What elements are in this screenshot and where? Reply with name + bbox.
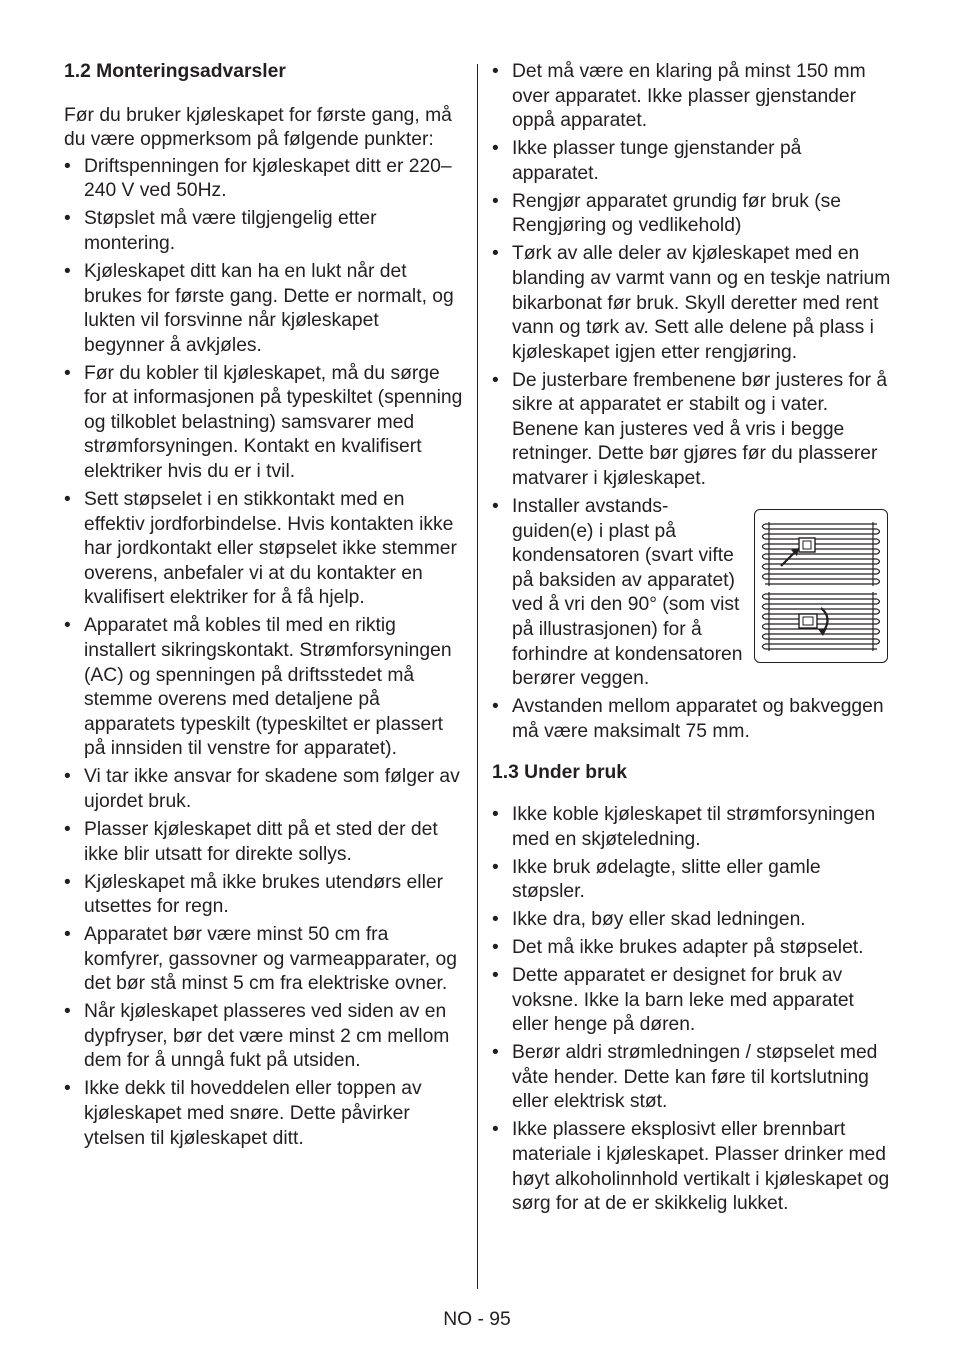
intro-paragraph: Før du bruker kjøleskapet for første gang, må du være oppmerksom på følgende punkter:	[64, 104, 452, 151]
list-item: • Driftspenningen for kjøleskapet ditt er 220–240 V ved 50Hz.	[64, 155, 464, 204]
list-item: • Apparatet bør være minst 50 cm fra komfyrer, gassovner og varmeapparater, og det bør stå minst 5 cm fra elektriske ovner.	[64, 923, 464, 997]
installation-warnings-list-continued	[492, 60, 892, 744]
list-item: • Vi tar ikke ansvar for skadene som følger av ujordet bruk.	[64, 765, 464, 814]
spacer-guide-text: Installer avstands-guiden(e) i plast på kondensatoren (svart vifte på baksiden av apparatet) ved å vri den 90° (som vist på illustrasjonen) for å forhindre at kondensatoren berører veggen.	[512, 496, 743, 690]
list-item: • Det må ikke brukes adapter på støpselet.	[492, 936, 892, 961]
list-item: • Tørk av alle deler av kjøleskapet med en blanding av varmt vann og en teskje natrium bikarbonat før bruk. Skyll deretter med rent vann og tørk av. Sett alle delene på plass i kjøleskapet igjen etter rengjøring.	[492, 242, 892, 365]
list-item: • Apparatet må kobles til med en riktig installert sikringskontakt. Strømforsyningen (AC) og spenningen på driftsstedet må stemme overens med detaljene på apparatets typeskilt (typeskiltet er plassert på innsiden til venstre for apparatet).	[64, 614, 464, 762]
column-divider	[477, 64, 478, 1289]
list-item: • Sett støpselet i en stikkontakt med en effektiv jordforbindelse. Hvis kontakten ikke har jordkontakt eller støpselet ikke stemmer overens, anbefaler vi at du kontakter en kvalifisert elektriker for å få hjelp.	[64, 488, 464, 611]
list-item: • De justerbare frembenene bør justeres for å sikre at apparatet er stabilt og i vater. Benene kan justeres ved å vris i begge retninger. Dette bør gjøres før du plasserer matvarer i kjøleskapet.	[492, 369, 892, 492]
condenser-coil-bottom	[763, 592, 880, 651]
list-item: • Rengjør apparatet grundig før bruk (se Rengjøring og vedlikehold)	[492, 190, 892, 239]
list-item: • Ikke plassere eksplosivt eller brennbart materiale i kjøleskapet. Plasser drinker med høyt alkoholinnhold vertikalt i kjøleskapet og sørg for at de er skikkelig lukket.	[492, 1118, 892, 1216]
condenser-spacer-diagram	[755, 510, 887, 662]
condenser-figure-wrapper	[754, 509, 892, 667]
list-item: • Berør aldri strømledningen / støpselet med våte hender. Dette kan føre til kortslutning eller elektrisk støt.	[492, 1041, 892, 1115]
page-number: NO - 95	[443, 1309, 511, 1330]
list-item: • Kjøleskapet må ikke brukes utendørs eller utsettes for regn.	[64, 871, 464, 920]
list-item-spacer-guide	[492, 495, 892, 692]
list-item: • Dette apparatet er designet for bruk av voksne. Ikke la barn leke med apparatet eller henge på døren.	[492, 964, 892, 1038]
list-item: • Ikke dra, bøy eller skad ledningen.	[492, 908, 892, 933]
right-column	[492, 60, 892, 1220]
installation-warnings-list	[64, 155, 464, 1151]
list-item: • Ikke koble kjøleskapet til strømforsyningen med en skjøteledning.	[492, 803, 892, 852]
condenser-illustration	[754, 509, 888, 663]
list-item: • Ikke plasser tunge gjenstander på apparatet.	[492, 137, 892, 186]
usage-warnings-list	[492, 803, 892, 1217]
list-item: • Når kjøleskapet plasseres ved siden av en dypfryser, bør det være minst 2 cm mellom dem for å unngå fukt på utsiden.	[64, 1000, 464, 1074]
list-item: • Avstanden mellom apparatet og bakveggen må være maksimalt 75 mm.	[492, 695, 892, 744]
list-item: • Før du kobler til kjøleskapet, må du sørge for at informasjonen på typeskiltet (spenning og tilkoblet belastning) samsvarer med strømforsyningen. Kontakt en kvalifisert elektriker hvis du er i tvil.	[64, 362, 464, 485]
condenser-coil-top	[763, 522, 880, 586]
rotate-arrow-icon	[799, 608, 828, 636]
list-item: • Ikke dekk til hoveddelen eller toppen av kjøleskapet med snøre. Dette påvirker ytelsen til kjøleskapet ditt.	[64, 1077, 464, 1151]
spacer-guide-icon	[781, 538, 815, 566]
list-item: • Støpslet må være tilgjengelig etter montering.	[64, 207, 464, 256]
section-heading-installation: 1.2 Monteringsadvarsler	[64, 61, 286, 82]
list-item: • Plasser kjøleskapet ditt på et sted der det ikke blir utsatt for direkte sollys.	[64, 818, 464, 867]
list-item: • Kjøleskapet ditt kan ha en lukt når det brukes for første gang. Dette er normalt, og lukten vil forsvinne når kjøleskapet begynner å avkjøles.	[64, 260, 464, 358]
left-column	[64, 60, 464, 1155]
section-heading-in-use: 1.3 Under bruk	[492, 762, 628, 784]
list-item: • Ikke bruk ødelagte, slitte eller gamle støpsler.	[492, 856, 892, 905]
list-item: • Det må være en klaring på minst 150 mm over apparatet. Ikke plasser gjenstander oppå apparatet.	[492, 60, 892, 134]
